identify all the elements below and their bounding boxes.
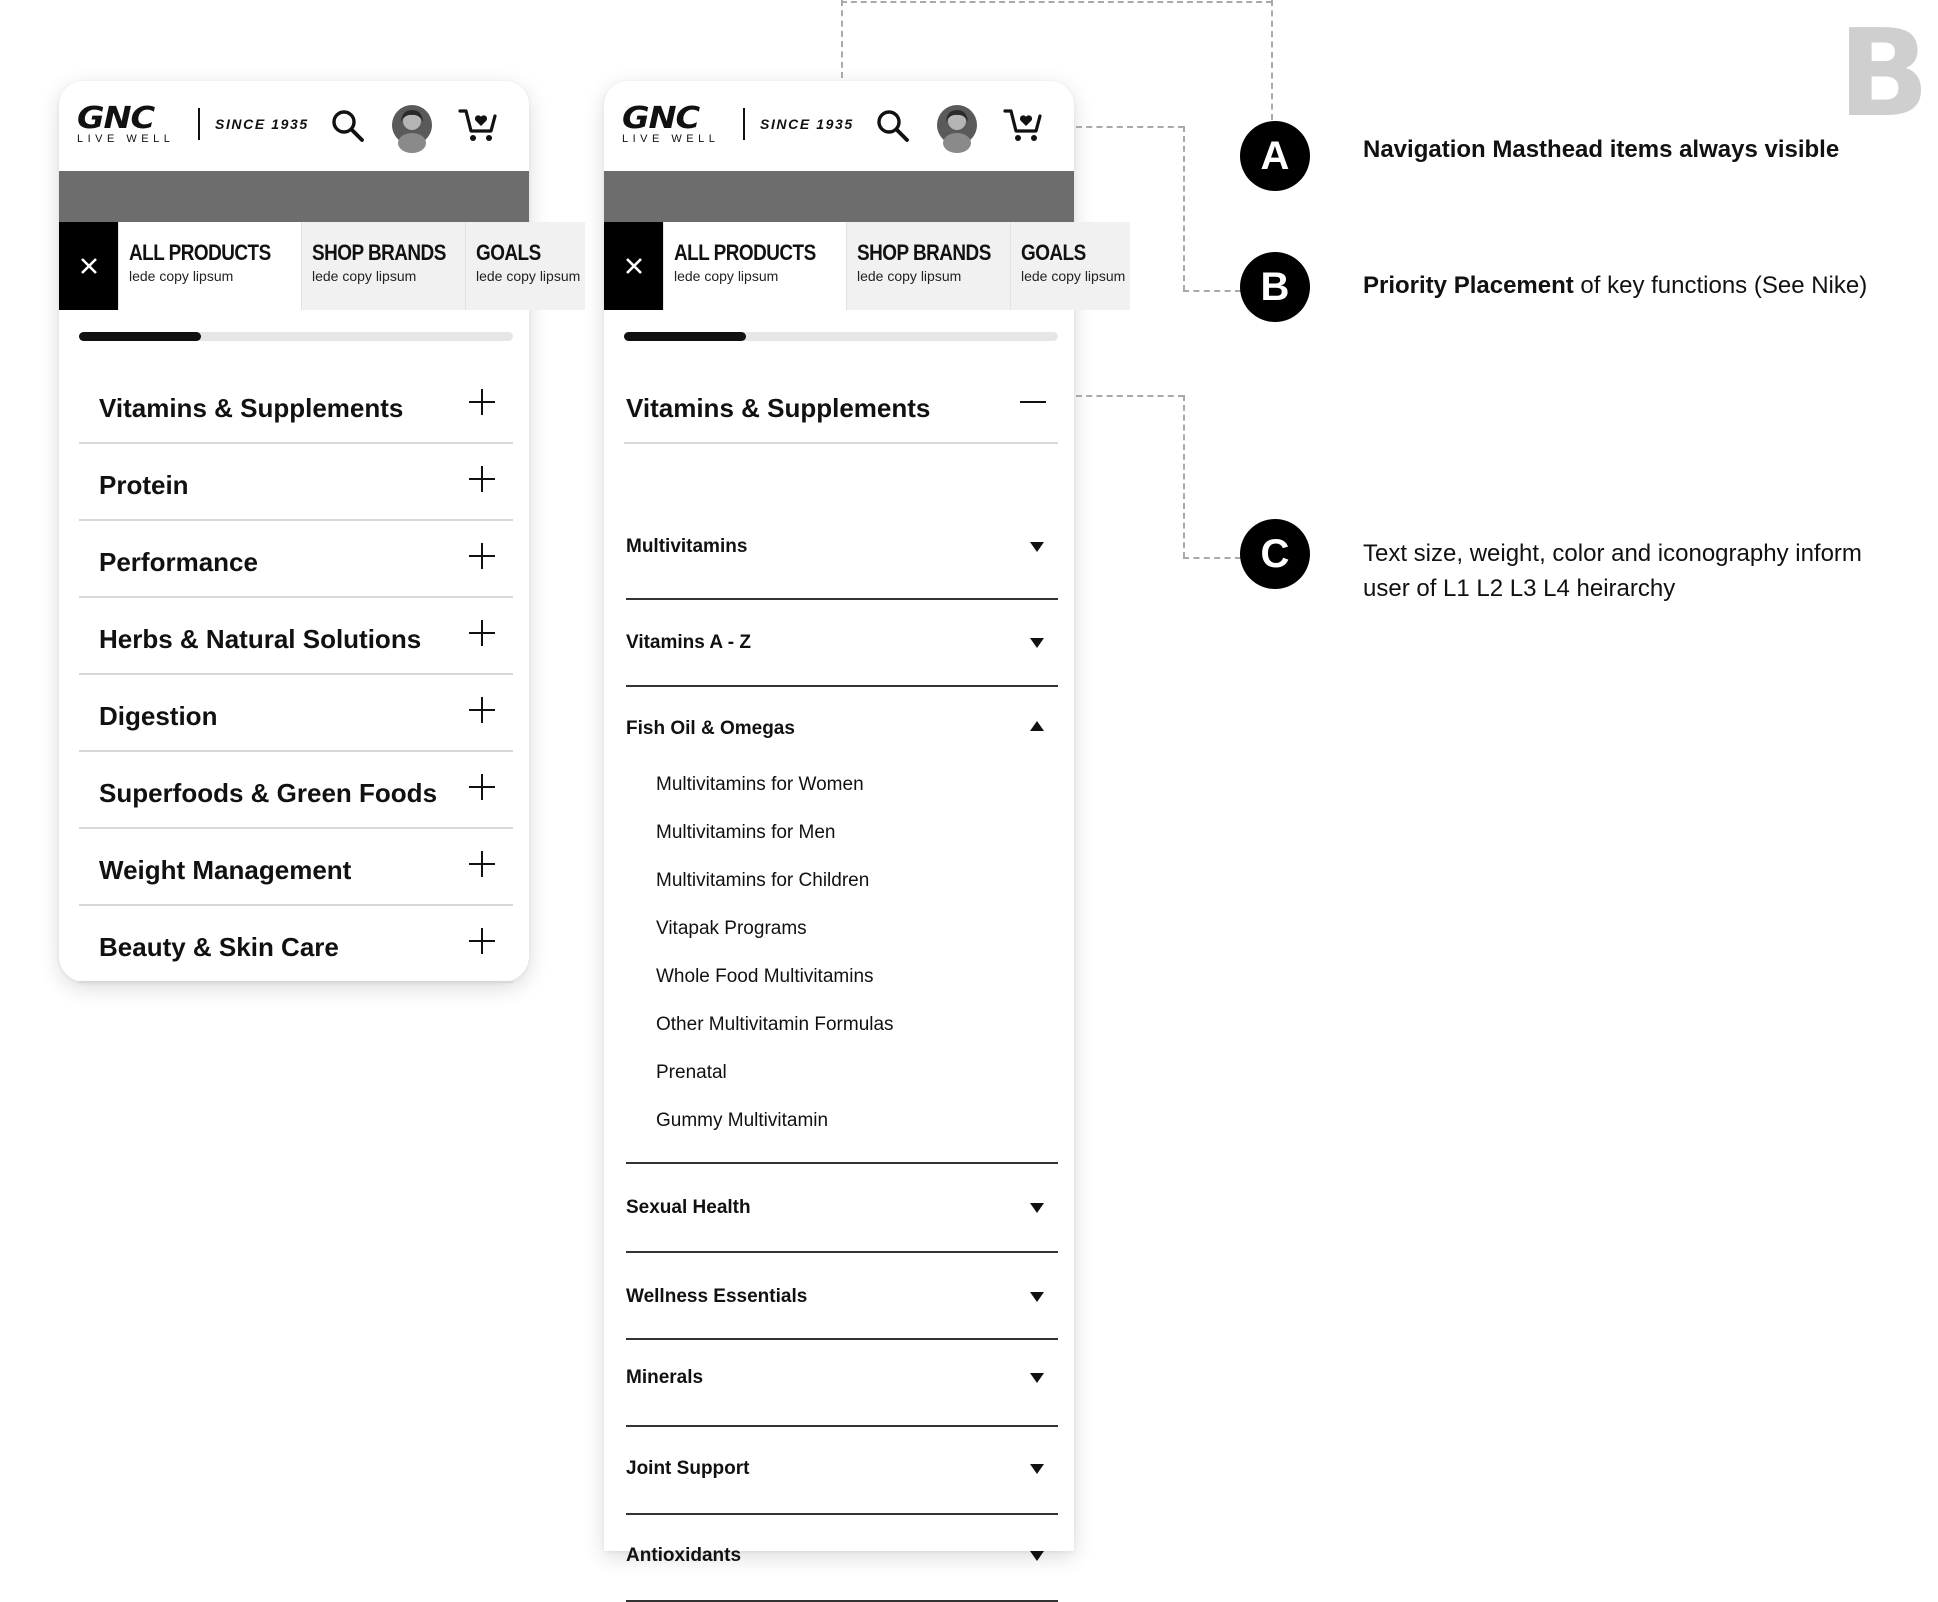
caret-down-icon[interactable] — [1030, 542, 1044, 552]
list-item[interactable]: Vitapak Programs — [656, 918, 807, 939]
caret-down-icon[interactable] — [1030, 1551, 1044, 1561]
list-item[interactable]: Multivitamins for Children — [656, 870, 870, 891]
category-item[interactable] — [79, 598, 513, 675]
tab-goals[interactable] — [465, 222, 585, 310]
cart-icon[interactable] — [1003, 107, 1043, 143]
plus-icon[interactable] — [469, 466, 495, 492]
gnc-logo[interactable] — [622, 101, 726, 145]
caret-down-icon[interactable] — [1030, 638, 1044, 648]
category-item[interactable] — [79, 367, 513, 444]
category-label: Protein — [99, 470, 189, 500]
subcategory-item[interactable] — [626, 600, 1058, 687]
tab-all-products[interactable] — [118, 222, 301, 310]
category-item[interactable] — [79, 521, 513, 598]
tab-row — [604, 222, 1126, 310]
subcategory-label: Antioxidants — [626, 1545, 742, 1566]
callout-line — [841, 0, 843, 78]
list-item[interactable]: Multivitamins for Women — [656, 774, 864, 795]
note-a-text: Navigation Masthead items always visible — [1363, 136, 1840, 163]
tab-label: GOALS — [1021, 240, 1086, 265]
logo-wordmark: GNC — [622, 101, 699, 136]
callout-line — [841, 1, 1272, 3]
category-item[interactable] — [79, 675, 513, 752]
tab-label: SHOP BRANDS — [857, 240, 991, 265]
masthead — [604, 81, 1074, 171]
callout-line — [1076, 395, 1184, 397]
subcategory-item[interactable] — [626, 444, 1058, 600]
since-text: SINCE 1935 — [215, 116, 309, 132]
masthead — [59, 81, 529, 171]
tab-sublabel: lede copy lipsum — [674, 268, 779, 284]
subcategory-item[interactable] — [626, 1164, 1058, 1253]
category-label: Performance — [99, 547, 258, 577]
close-icon — [80, 257, 98, 275]
category-label: Herbs & Natural Solutions — [99, 624, 422, 654]
tab-scroll-thumb[interactable] — [624, 332, 746, 341]
gnc-logo[interactable] — [77, 101, 181, 145]
subcategory-label: Multivitamins — [626, 536, 748, 557]
avatar[interactable] — [392, 105, 432, 145]
caret-down-icon[interactable] — [1030, 1292, 1044, 1302]
plus-icon[interactable] — [469, 620, 495, 646]
list-item[interactable]: Other Multivitamin Formulas — [656, 1014, 894, 1035]
note-a — [1363, 132, 1839, 167]
subcategory-item[interactable] — [626, 1340, 1058, 1427]
note-b-bold: Priority Placement — [1363, 272, 1574, 299]
category-item[interactable] — [79, 444, 513, 521]
category-item[interactable] — [79, 906, 513, 983]
tab-shop-brands[interactable] — [301, 222, 465, 310]
promo-bar — [59, 171, 529, 222]
list-item[interactable]: Multivitamins for Men — [656, 822, 836, 843]
logo-wordmark: GNC — [77, 101, 154, 136]
callout-badge-a: A — [1240, 121, 1310, 191]
tab-goals[interactable] — [1010, 222, 1130, 310]
close-icon — [625, 257, 643, 275]
logo-tagline: LIVE WELL — [77, 133, 175, 145]
tab-label: ALL PRODUCTS — [129, 240, 271, 265]
phone-expanded-menu — [604, 81, 1126, 1566]
tab-scroll-thumb[interactable] — [79, 332, 201, 341]
note-c — [1363, 536, 1862, 606]
subcategory-label: Vitamins A - Z — [626, 632, 751, 653]
since-text: SINCE 1935 — [760, 116, 854, 132]
plus-icon[interactable] — [469, 851, 495, 877]
tab-label: SHOP BRANDS — [312, 240, 446, 265]
caret-down-icon[interactable] — [1030, 1373, 1044, 1383]
minus-icon[interactable] — [1020, 401, 1046, 403]
masthead-divider — [743, 108, 745, 140]
category-label: Weight Management — [99, 855, 352, 885]
list-item[interactable]: Prenatal — [656, 1062, 727, 1083]
plus-icon[interactable] — [469, 774, 495, 800]
cart-icon[interactable] — [458, 107, 498, 143]
promo-bar — [604, 171, 1074, 222]
subcategory-item[interactable] — [626, 1427, 1058, 1515]
caret-down-icon[interactable] — [1030, 1464, 1044, 1474]
expanded-item-list — [656, 771, 1036, 1155]
tab-sublabel: lede copy lipsum — [476, 268, 581, 284]
tab-scroll-indicator[interactable] — [79, 332, 513, 341]
masthead-divider — [198, 108, 200, 140]
close-menu-button[interactable] — [604, 222, 663, 310]
callout-line — [1183, 126, 1185, 291]
phone-collapsed-menu — [59, 81, 581, 982]
subcategory-item[interactable] — [626, 1515, 1058, 1602]
section-letter: B — [1838, 5, 1930, 144]
category-label: Beauty & Skin Care — [99, 932, 339, 962]
callout-badge-b: B — [1240, 252, 1310, 322]
subcategory-label: Fish Oil & Omegas — [626, 718, 795, 739]
category-label: Vitamins & Supplements — [626, 393, 931, 423]
search-icon[interactable] — [331, 109, 365, 143]
tab-scroll-indicator[interactable] — [624, 332, 1058, 341]
avatar[interactable] — [937, 105, 977, 145]
category-label: Superfoods & Green Foods — [99, 778, 438, 808]
category-list — [79, 367, 513, 983]
subcategory-label: Wellness Essentials — [626, 1286, 808, 1307]
note-c-line2: user of L1 L2 L3 L4 heirarchy — [1363, 575, 1676, 602]
subcategory-label: Joint Support — [626, 1458, 750, 1479]
plus-icon[interactable] — [469, 389, 495, 415]
callout-line — [1183, 557, 1241, 559]
tab-sublabel: lede copy lipsum — [857, 268, 962, 284]
category-item[interactable] — [79, 752, 513, 829]
note-b-text: of key functions (See Nike) — [1573, 272, 1868, 299]
callout-line — [1271, 0, 1273, 120]
tab-label: ALL PRODUCTS — [674, 240, 816, 265]
note-c-line1: Text size, weight, color and iconography inform — [1363, 540, 1862, 567]
callout-line — [1076, 126, 1184, 128]
subcategory-item[interactable] — [626, 1253, 1058, 1340]
plus-icon[interactable] — [469, 697, 495, 723]
tab-sublabel: lede copy lipsum — [129, 268, 234, 284]
category-label: Vitamins & Supplements — [99, 393, 404, 423]
category-label: Digestion — [99, 701, 218, 731]
plus-icon[interactable] — [469, 928, 495, 954]
logo-tagline: LIVE WELL — [622, 133, 720, 145]
plus-icon[interactable] — [469, 543, 495, 569]
list-item[interactable]: Whole Food Multivitamins — [656, 966, 874, 987]
tab-shop-brands[interactable] — [846, 222, 1010, 310]
category-item-open[interactable] — [624, 367, 1058, 444]
subcategory-label: Minerals — [626, 1367, 704, 1388]
subcategory-label: Sexual Health — [626, 1197, 751, 1218]
tab-row — [59, 222, 581, 310]
category-item[interactable] — [79, 829, 513, 906]
tab-label: GOALS — [476, 240, 541, 265]
list-item[interactable]: Gummy Multivitamin — [656, 1110, 829, 1131]
close-menu-button[interactable] — [59, 222, 118, 310]
tab-sublabel: lede copy lipsum — [312, 268, 417, 284]
caret-up-icon[interactable] — [1030, 721, 1044, 731]
caret-down-icon[interactable] — [1030, 1203, 1044, 1213]
tab-sublabel: lede copy lipsum — [1021, 268, 1126, 284]
callout-badge-c: C — [1240, 519, 1310, 589]
note-b — [1363, 268, 1867, 303]
tab-all-products[interactable] — [663, 222, 846, 310]
search-icon[interactable] — [876, 109, 910, 143]
callout-line — [1183, 290, 1241, 292]
callout-line — [1183, 395, 1185, 558]
